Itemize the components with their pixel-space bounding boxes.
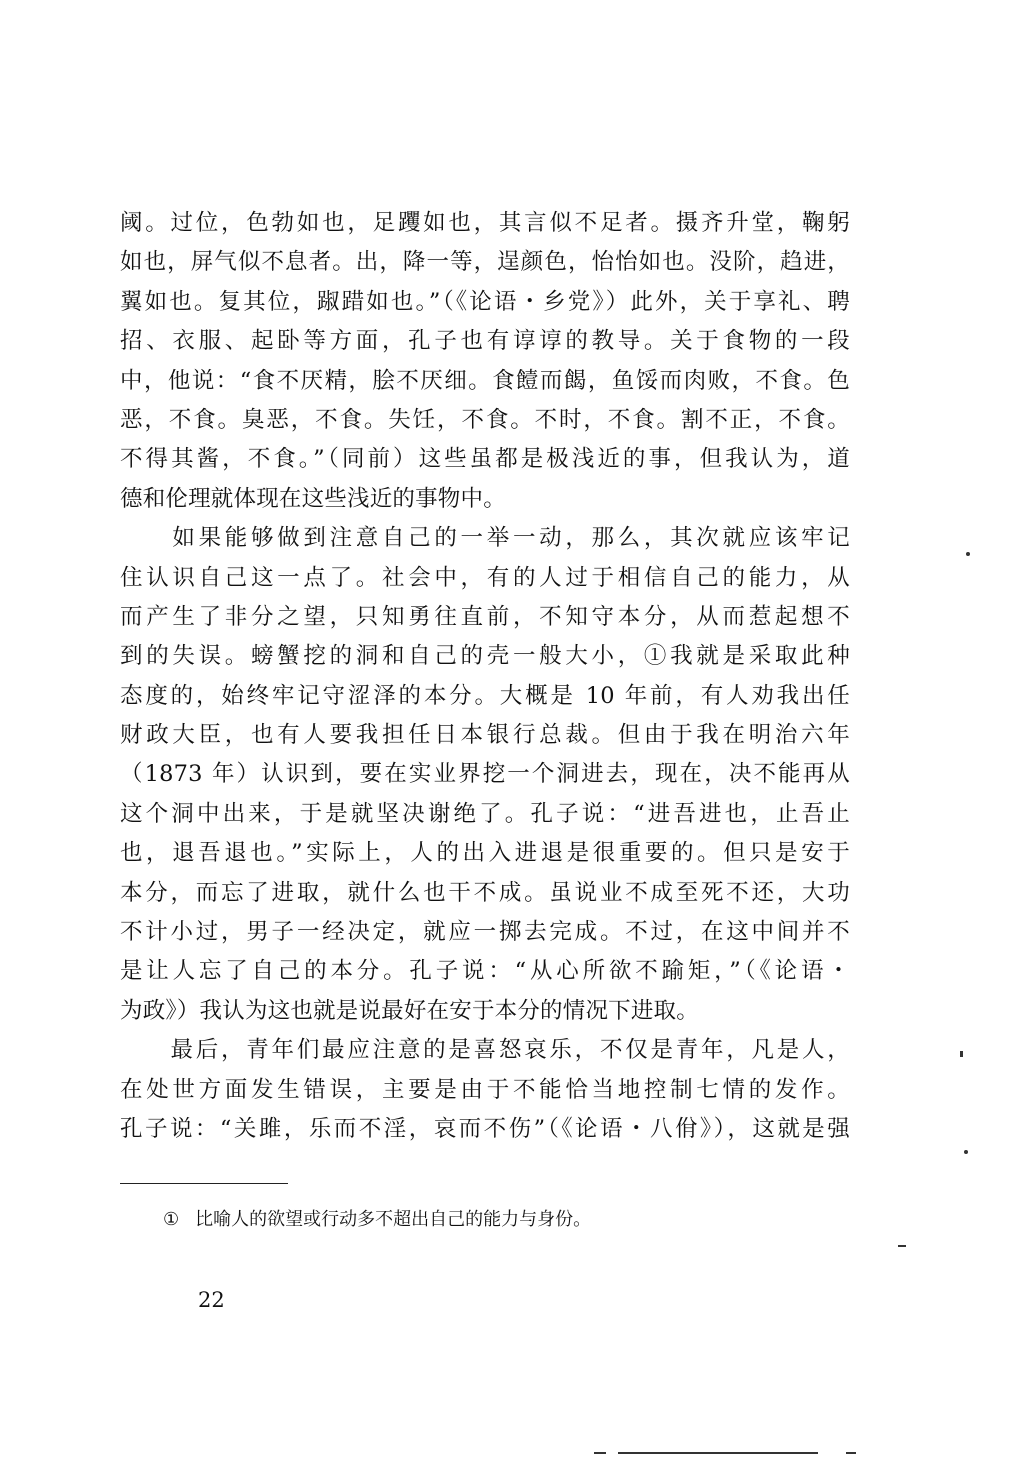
- text-line: 阈。过位，色勃如也，足躩如也，其言似不足者。摄齐升堂，鞠躬: [120, 210, 850, 236]
- footnote-marker: ①: [163, 1209, 180, 1230]
- text-line: 不计小过，男子一经决定，就应一掷去完成。不过，在这中间并不: [120, 919, 850, 946]
- scan-speck: [960, 1051, 963, 1057]
- text-line: 中，他说：“食不厌精，脍不厌细。食饐而餲，鱼馁而肉败，不食。色: [120, 367, 850, 394]
- scan-line: [594, 1452, 606, 1454]
- text-line: 是让人忘了自己的本分。孔子说：“从心所欲不踰矩，”（《论语・: [120, 958, 850, 985]
- text-line: （1873 年）认识到，要在实业界挖一个洞进去，现在，决不能再从: [120, 761, 850, 788]
- footnote-divider: [120, 1183, 288, 1184]
- text-line: 态度的，始终牢记守涩泽的本分。大概是 10 年前，有人劝我出任: [120, 682, 850, 709]
- text-line: 也，退吾退也。”实际上，人的出入进退是很重要的。但只是安于: [120, 840, 850, 867]
- text-line: 这个洞中出来，于是就坚决谢绝了。孔子说：“进吾进也，止吾止: [120, 800, 850, 827]
- footnote-text: 比喻人的欲望或行动多不超出自己的能力与身份。: [195, 1209, 592, 1230]
- text-line: 德和伦理就体现在这些浅近的事物中。: [120, 485, 506, 512]
- text-line: 孔子说：“关雎，乐而不淫，哀而不伤”（《论语・八佾》），这就是强: [120, 1115, 850, 1142]
- scan-speck: [898, 1245, 906, 1247]
- scan-speck: [966, 552, 970, 556]
- scan-speck: [964, 1150, 968, 1154]
- text-line: 翼如也。复其位，踧踖如也。”（《论语・乡党》）此外，关于享礼、聘: [120, 288, 850, 315]
- text-line: 不得其酱，不食。”（同前）这些虽都是极浅近的事，但我认为，道: [120, 446, 850, 473]
- body-text: [120, 204, 850, 1149]
- text-line: 如也，屏气似不息者。出，降一等，逞颜色，怡怡如也。没阶，趋进，: [120, 249, 850, 276]
- text-line: 财政大臣，也有人要我担任日本银行总裁。但由于我在明治六年: [120, 722, 850, 749]
- text-line: 而产生了非分之望，只知勇往直前，不知守本分，从而惹起想不: [120, 603, 850, 630]
- text-line: 为政》）我认为这也就是说最好在安于本分的情况下进取。: [120, 997, 699, 1024]
- text-line: 恶，不食。臭恶，不食。失饪，不食。不时，不食。割不正，不食。: [120, 406, 850, 433]
- text-line: 在处世方面发生错误，主要是由于不能恰当地控制七情的发作。: [120, 1076, 850, 1103]
- footnote: [163, 1208, 591, 1232]
- text-line: 住认识自己这一点了。社会中，有的人过于相信自己的能力，从: [120, 564, 850, 591]
- text-line: 如果能够做到注意自己的一举一动，那么，其次就应该牢记: [120, 525, 850, 552]
- scan-line: [618, 1452, 818, 1454]
- text-line: 本分，而忘了进取，就什么也干不成。虽说业不成至死不还，大功: [120, 879, 850, 906]
- text-line: 到的失误。螃蟹挖的洞和自己的壳一般大小，①我就是采取此种: [120, 643, 850, 670]
- text-line: 招、衣服、起卧等方面，孔子也有谆谆的教导。关于食物的一段: [120, 328, 850, 355]
- scan-line: [846, 1452, 856, 1454]
- text-line: 最后，青年们最应注意的是喜怒哀乐，不仅是青年，凡是人，: [120, 1037, 850, 1064]
- page-number: 22: [198, 1288, 225, 1312]
